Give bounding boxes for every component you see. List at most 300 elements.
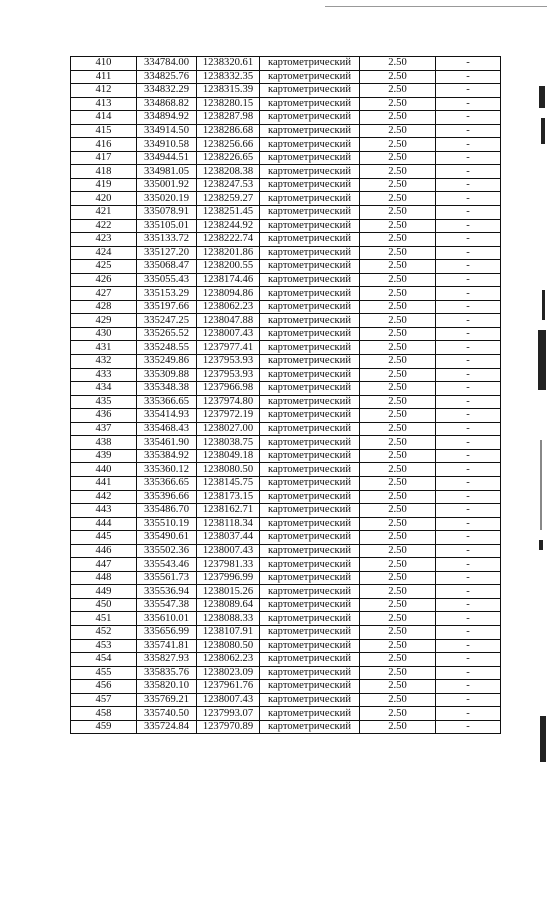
table-row	[71, 124, 501, 138]
x-coordinate-cell: 335724.84	[137, 720, 197, 734]
table-row	[71, 246, 501, 260]
note-cell: -	[436, 666, 501, 680]
method-cell: картометрический	[260, 639, 360, 653]
method-cell: картометрический	[260, 449, 360, 463]
precision-cell: 2.50	[360, 517, 436, 531]
point-number-cell: 421	[71, 206, 137, 220]
table-row	[71, 449, 501, 463]
point-number-cell: 412	[71, 84, 137, 98]
table-row	[71, 653, 501, 667]
note-cell: -	[436, 693, 501, 707]
method-cell: картометрический	[260, 504, 360, 518]
point-number-cell: 448	[71, 571, 137, 585]
x-coordinate-cell: 335510.19	[137, 517, 197, 531]
y-coordinate-cell: 1237970.89	[197, 720, 260, 734]
y-coordinate-cell: 1238247.53	[197, 178, 260, 192]
precision-cell: 2.50	[360, 531, 436, 545]
note-cell: -	[436, 151, 501, 165]
point-number-cell: 446	[71, 544, 137, 558]
method-cell: картометрический	[260, 246, 360, 260]
table-row	[71, 111, 501, 125]
x-coordinate-cell: 335827.93	[137, 653, 197, 667]
point-number-cell: 414	[71, 111, 137, 125]
x-coordinate-cell: 335461.90	[137, 436, 197, 450]
precision-cell: 2.50	[360, 504, 436, 518]
y-coordinate-cell: 1238062.23	[197, 300, 260, 314]
x-coordinate-cell: 335247.25	[137, 314, 197, 328]
precision-cell: 2.50	[360, 70, 436, 84]
method-cell: картометрический	[260, 666, 360, 680]
x-coordinate-cell: 335366.65	[137, 476, 197, 490]
method-cell: картометрический	[260, 341, 360, 355]
y-coordinate-cell: 1237981.33	[197, 558, 260, 572]
point-number-cell: 442	[71, 490, 137, 504]
point-number-cell: 425	[71, 260, 137, 274]
x-coordinate-cell: 335105.01	[137, 219, 197, 233]
y-coordinate-cell: 1238047.88	[197, 314, 260, 328]
y-coordinate-cell: 1237961.76	[197, 680, 260, 694]
table-row	[71, 341, 501, 355]
method-cell: картометрический	[260, 151, 360, 165]
point-number-cell: 447	[71, 558, 137, 572]
y-coordinate-cell: 1238145.75	[197, 476, 260, 490]
method-cell: картометрический	[260, 585, 360, 599]
y-coordinate-cell: 1238201.86	[197, 246, 260, 260]
table-row	[71, 504, 501, 518]
method-cell: картометрический	[260, 625, 360, 639]
method-cell: картометрический	[260, 84, 360, 98]
note-cell: -	[436, 707, 501, 721]
note-cell: -	[436, 382, 501, 396]
note-cell: -	[436, 504, 501, 518]
note-cell: -	[436, 57, 501, 71]
note-cell: -	[436, 138, 501, 152]
precision-cell: 2.50	[360, 124, 436, 138]
method-cell: картометрический	[260, 206, 360, 220]
note-cell: -	[436, 558, 501, 572]
x-coordinate-cell: 334825.76	[137, 70, 197, 84]
note-cell: -	[436, 233, 501, 247]
point-number-cell: 436	[71, 409, 137, 423]
scan-mark	[540, 716, 546, 762]
method-cell: картометрический	[260, 165, 360, 179]
note-cell: -	[436, 111, 501, 125]
point-number-cell: 416	[71, 138, 137, 152]
point-number-cell: 423	[71, 233, 137, 247]
note-cell: -	[436, 219, 501, 233]
scan-mark	[541, 118, 545, 144]
note-cell: -	[436, 165, 501, 179]
method-cell: картометрический	[260, 138, 360, 152]
note-cell: -	[436, 625, 501, 639]
note-cell: -	[436, 97, 501, 111]
precision-cell: 2.50	[360, 382, 436, 396]
y-coordinate-cell: 1238015.26	[197, 585, 260, 599]
precision-cell: 2.50	[360, 206, 436, 220]
precision-cell: 2.50	[360, 57, 436, 71]
table-row	[71, 287, 501, 301]
table-row	[71, 639, 501, 653]
x-coordinate-cell: 335068.47	[137, 260, 197, 274]
method-cell: картометрический	[260, 314, 360, 328]
precision-cell: 2.50	[360, 422, 436, 436]
precision-cell: 2.50	[360, 436, 436, 450]
precision-cell: 2.50	[360, 300, 436, 314]
method-cell: картометрический	[260, 260, 360, 274]
table-row	[71, 544, 501, 558]
x-coordinate-cell: 335610.01	[137, 612, 197, 626]
method-cell: картометрический	[260, 517, 360, 531]
x-coordinate-cell: 335127.20	[137, 246, 197, 260]
y-coordinate-cell: 1238280.15	[197, 97, 260, 111]
y-coordinate-cell: 1238037.44	[197, 531, 260, 545]
note-cell: -	[436, 422, 501, 436]
x-coordinate-cell: 335502.36	[137, 544, 197, 558]
point-number-cell: 451	[71, 612, 137, 626]
table-row	[71, 151, 501, 165]
scan-mark	[542, 290, 545, 320]
method-cell: картометрический	[260, 111, 360, 125]
table-row	[71, 300, 501, 314]
method-cell: картометрический	[260, 300, 360, 314]
x-coordinate-cell: 335396.66	[137, 490, 197, 504]
y-coordinate-cell: 1238251.45	[197, 206, 260, 220]
precision-cell: 2.50	[360, 287, 436, 301]
y-coordinate-cell: 1238315.39	[197, 84, 260, 98]
y-coordinate-cell: 1238107.91	[197, 625, 260, 639]
precision-cell: 2.50	[360, 707, 436, 721]
precision-cell: 2.50	[360, 395, 436, 409]
table-row	[71, 612, 501, 626]
y-coordinate-cell: 1238080.50	[197, 463, 260, 477]
x-coordinate-cell: 335360.12	[137, 463, 197, 477]
method-cell: картометрический	[260, 327, 360, 341]
x-coordinate-cell: 335740.50	[137, 707, 197, 721]
method-cell: картометрический	[260, 382, 360, 396]
table-row	[71, 382, 501, 396]
x-coordinate-cell: 335133.72	[137, 233, 197, 247]
precision-cell: 2.50	[360, 84, 436, 98]
point-number-cell: 433	[71, 368, 137, 382]
table-row	[71, 314, 501, 328]
point-number-cell: 457	[71, 693, 137, 707]
y-coordinate-cell: 1238089.64	[197, 598, 260, 612]
method-cell: картометрический	[260, 653, 360, 667]
point-number-cell: 424	[71, 246, 137, 260]
table-row	[71, 409, 501, 423]
note-cell: -	[436, 355, 501, 369]
note-cell: -	[436, 341, 501, 355]
precision-cell: 2.50	[360, 490, 436, 504]
note-cell: -	[436, 206, 501, 220]
method-cell: картометрический	[260, 368, 360, 382]
point-number-cell: 434	[71, 382, 137, 396]
method-cell: картометрический	[260, 219, 360, 233]
precision-cell: 2.50	[360, 409, 436, 423]
y-coordinate-cell: 1238094.86	[197, 287, 260, 301]
x-coordinate-cell: 334914.50	[137, 124, 197, 138]
table-row	[71, 571, 501, 585]
table-row	[71, 192, 501, 206]
x-coordinate-cell: 335561.73	[137, 571, 197, 585]
y-coordinate-cell: 1238256.66	[197, 138, 260, 152]
method-cell: картометрический	[260, 355, 360, 369]
method-cell: картометрический	[260, 720, 360, 734]
x-coordinate-cell: 335835.76	[137, 666, 197, 680]
point-number-cell: 432	[71, 355, 137, 369]
note-cell: -	[436, 178, 501, 192]
table-row	[71, 680, 501, 694]
note-cell: -	[436, 490, 501, 504]
note-cell: -	[436, 124, 501, 138]
point-number-cell: 422	[71, 219, 137, 233]
table-row	[71, 707, 501, 721]
x-coordinate-cell: 335741.81	[137, 639, 197, 653]
precision-cell: 2.50	[360, 219, 436, 233]
y-coordinate-cell: 1238038.75	[197, 436, 260, 450]
note-cell: -	[436, 368, 501, 382]
note-cell: -	[436, 531, 501, 545]
table-row	[71, 598, 501, 612]
x-coordinate-cell: 334832.29	[137, 84, 197, 98]
point-number-cell: 458	[71, 707, 137, 721]
point-number-cell: 454	[71, 653, 137, 667]
method-cell: картометрический	[260, 680, 360, 694]
table-row	[71, 476, 501, 490]
note-cell: -	[436, 476, 501, 490]
point-number-cell: 459	[71, 720, 137, 734]
x-coordinate-cell: 335055.43	[137, 273, 197, 287]
point-number-cell: 456	[71, 680, 137, 694]
y-coordinate-cell: 1238080.50	[197, 639, 260, 653]
table-row	[71, 57, 501, 71]
method-cell: картометрический	[260, 436, 360, 450]
x-coordinate-cell: 335820.10	[137, 680, 197, 694]
precision-cell: 2.50	[360, 693, 436, 707]
precision-cell: 2.50	[360, 368, 436, 382]
x-coordinate-cell: 334784.00	[137, 57, 197, 71]
y-coordinate-cell: 1238332.35	[197, 70, 260, 84]
table-row	[71, 355, 501, 369]
point-number-cell: 429	[71, 314, 137, 328]
method-cell: картометрический	[260, 476, 360, 490]
point-number-cell: 441	[71, 476, 137, 490]
x-coordinate-cell: 335414.93	[137, 409, 197, 423]
point-number-cell: 427	[71, 287, 137, 301]
table-row	[71, 395, 501, 409]
x-coordinate-cell: 335486.70	[137, 504, 197, 518]
precision-cell: 2.50	[360, 585, 436, 599]
x-coordinate-cell: 335197.66	[137, 300, 197, 314]
table-body	[71, 57, 501, 734]
table-row	[71, 531, 501, 545]
precision-cell: 2.50	[360, 666, 436, 680]
method-cell: картометрический	[260, 463, 360, 477]
y-coordinate-cell: 1237953.93	[197, 355, 260, 369]
table-row	[71, 219, 501, 233]
y-coordinate-cell: 1238118.34	[197, 517, 260, 531]
method-cell: картометрический	[260, 70, 360, 84]
point-number-cell: 419	[71, 178, 137, 192]
y-coordinate-cell: 1238259.27	[197, 192, 260, 206]
y-coordinate-cell: 1238049.18	[197, 449, 260, 463]
y-coordinate-cell: 1238027.00	[197, 422, 260, 436]
method-cell: картометрический	[260, 707, 360, 721]
note-cell: -	[436, 327, 501, 341]
table-row	[71, 625, 501, 639]
method-cell: картометрический	[260, 395, 360, 409]
x-coordinate-cell: 335020.19	[137, 192, 197, 206]
y-coordinate-cell: 1238200.55	[197, 260, 260, 274]
point-number-cell: 417	[71, 151, 137, 165]
table-row	[71, 585, 501, 599]
table-row	[71, 517, 501, 531]
note-cell: -	[436, 273, 501, 287]
note-cell: -	[436, 517, 501, 531]
method-cell: картометрический	[260, 287, 360, 301]
note-cell: -	[436, 84, 501, 98]
table-row	[71, 558, 501, 572]
method-cell: картометрический	[260, 57, 360, 71]
x-coordinate-cell: 335490.61	[137, 531, 197, 545]
method-cell: картометрический	[260, 409, 360, 423]
x-coordinate-cell: 335309.88	[137, 368, 197, 382]
y-coordinate-cell: 1238174.46	[197, 273, 260, 287]
precision-cell: 2.50	[360, 178, 436, 192]
top-rule	[325, 6, 547, 7]
method-cell: картометрический	[260, 490, 360, 504]
point-number-cell: 411	[71, 70, 137, 84]
point-number-cell: 418	[71, 165, 137, 179]
precision-cell: 2.50	[360, 138, 436, 152]
note-cell: -	[436, 571, 501, 585]
y-coordinate-cell: 1238208.38	[197, 165, 260, 179]
table-row	[71, 273, 501, 287]
precision-cell: 2.50	[360, 463, 436, 477]
precision-cell: 2.50	[360, 476, 436, 490]
note-cell: -	[436, 192, 501, 206]
scan-mark	[540, 440, 542, 530]
x-coordinate-cell: 334894.92	[137, 111, 197, 125]
x-coordinate-cell: 335153.29	[137, 287, 197, 301]
y-coordinate-cell: 1238286.68	[197, 124, 260, 138]
point-number-cell: 413	[71, 97, 137, 111]
y-coordinate-cell: 1237966.98	[197, 382, 260, 396]
note-cell: -	[436, 544, 501, 558]
table-row	[71, 463, 501, 477]
x-coordinate-cell: 335547.38	[137, 598, 197, 612]
table-row	[71, 490, 501, 504]
note-cell: -	[436, 585, 501, 599]
x-coordinate-cell: 335468.43	[137, 422, 197, 436]
precision-cell: 2.50	[360, 192, 436, 206]
y-coordinate-cell: 1238007.43	[197, 693, 260, 707]
x-coordinate-cell: 335348.38	[137, 382, 197, 396]
note-cell: -	[436, 70, 501, 84]
method-cell: картометрический	[260, 693, 360, 707]
note-cell: -	[436, 612, 501, 626]
x-coordinate-cell: 335769.21	[137, 693, 197, 707]
point-number-cell: 410	[71, 57, 137, 71]
y-coordinate-cell: 1238007.43	[197, 544, 260, 558]
table-row	[71, 327, 501, 341]
point-number-cell: 439	[71, 449, 137, 463]
precision-cell: 2.50	[360, 233, 436, 247]
x-coordinate-cell: 334981.05	[137, 165, 197, 179]
precision-cell: 2.50	[360, 111, 436, 125]
precision-cell: 2.50	[360, 612, 436, 626]
precision-cell: 2.50	[360, 273, 436, 287]
scan-mark	[539, 540, 543, 550]
method-cell: картометрический	[260, 598, 360, 612]
point-number-cell: 443	[71, 504, 137, 518]
y-coordinate-cell: 1237996.99	[197, 571, 260, 585]
method-cell: картометрический	[260, 273, 360, 287]
table-row	[71, 233, 501, 247]
coordinates-table	[70, 56, 501, 734]
precision-cell: 2.50	[360, 314, 436, 328]
precision-cell: 2.50	[360, 558, 436, 572]
precision-cell: 2.50	[360, 449, 436, 463]
x-coordinate-cell: 335265.52	[137, 327, 197, 341]
method-cell: картометрический	[260, 178, 360, 192]
note-cell: -	[436, 409, 501, 423]
point-number-cell: 445	[71, 531, 137, 545]
method-cell: картометрический	[260, 531, 360, 545]
point-number-cell: 426	[71, 273, 137, 287]
precision-cell: 2.50	[360, 680, 436, 694]
precision-cell: 2.50	[360, 355, 436, 369]
point-number-cell: 430	[71, 327, 137, 341]
method-cell: картометрический	[260, 233, 360, 247]
method-cell: картометрический	[260, 571, 360, 585]
y-coordinate-cell: 1238320.61	[197, 57, 260, 71]
y-coordinate-cell: 1238162.71	[197, 504, 260, 518]
precision-cell: 2.50	[360, 571, 436, 585]
point-number-cell: 435	[71, 395, 137, 409]
y-coordinate-cell: 1238023.09	[197, 666, 260, 680]
table-row	[71, 436, 501, 450]
precision-cell: 2.50	[360, 151, 436, 165]
table-row	[71, 422, 501, 436]
y-coordinate-cell: 1238088.33	[197, 612, 260, 626]
table-row	[71, 720, 501, 734]
point-number-cell: 453	[71, 639, 137, 653]
method-cell: картометрический	[260, 612, 360, 626]
method-cell: картометрический	[260, 558, 360, 572]
table-row	[71, 206, 501, 220]
table-row	[71, 693, 501, 707]
table-row	[71, 368, 501, 382]
y-coordinate-cell: 1238173.15	[197, 490, 260, 504]
x-coordinate-cell: 335543.46	[137, 558, 197, 572]
table-row	[71, 138, 501, 152]
table-row	[71, 70, 501, 84]
table-row	[71, 97, 501, 111]
x-coordinate-cell: 334910.58	[137, 138, 197, 152]
y-coordinate-cell: 1237972.19	[197, 409, 260, 423]
y-coordinate-cell: 1237953.93	[197, 368, 260, 382]
y-coordinate-cell: 1238244.92	[197, 219, 260, 233]
x-coordinate-cell: 335249.86	[137, 355, 197, 369]
table-row	[71, 165, 501, 179]
x-coordinate-cell: 334868.82	[137, 97, 197, 111]
table-row	[71, 178, 501, 192]
method-cell: картометрический	[260, 422, 360, 436]
precision-cell: 2.50	[360, 598, 436, 612]
precision-cell: 2.50	[360, 653, 436, 667]
note-cell: -	[436, 639, 501, 653]
